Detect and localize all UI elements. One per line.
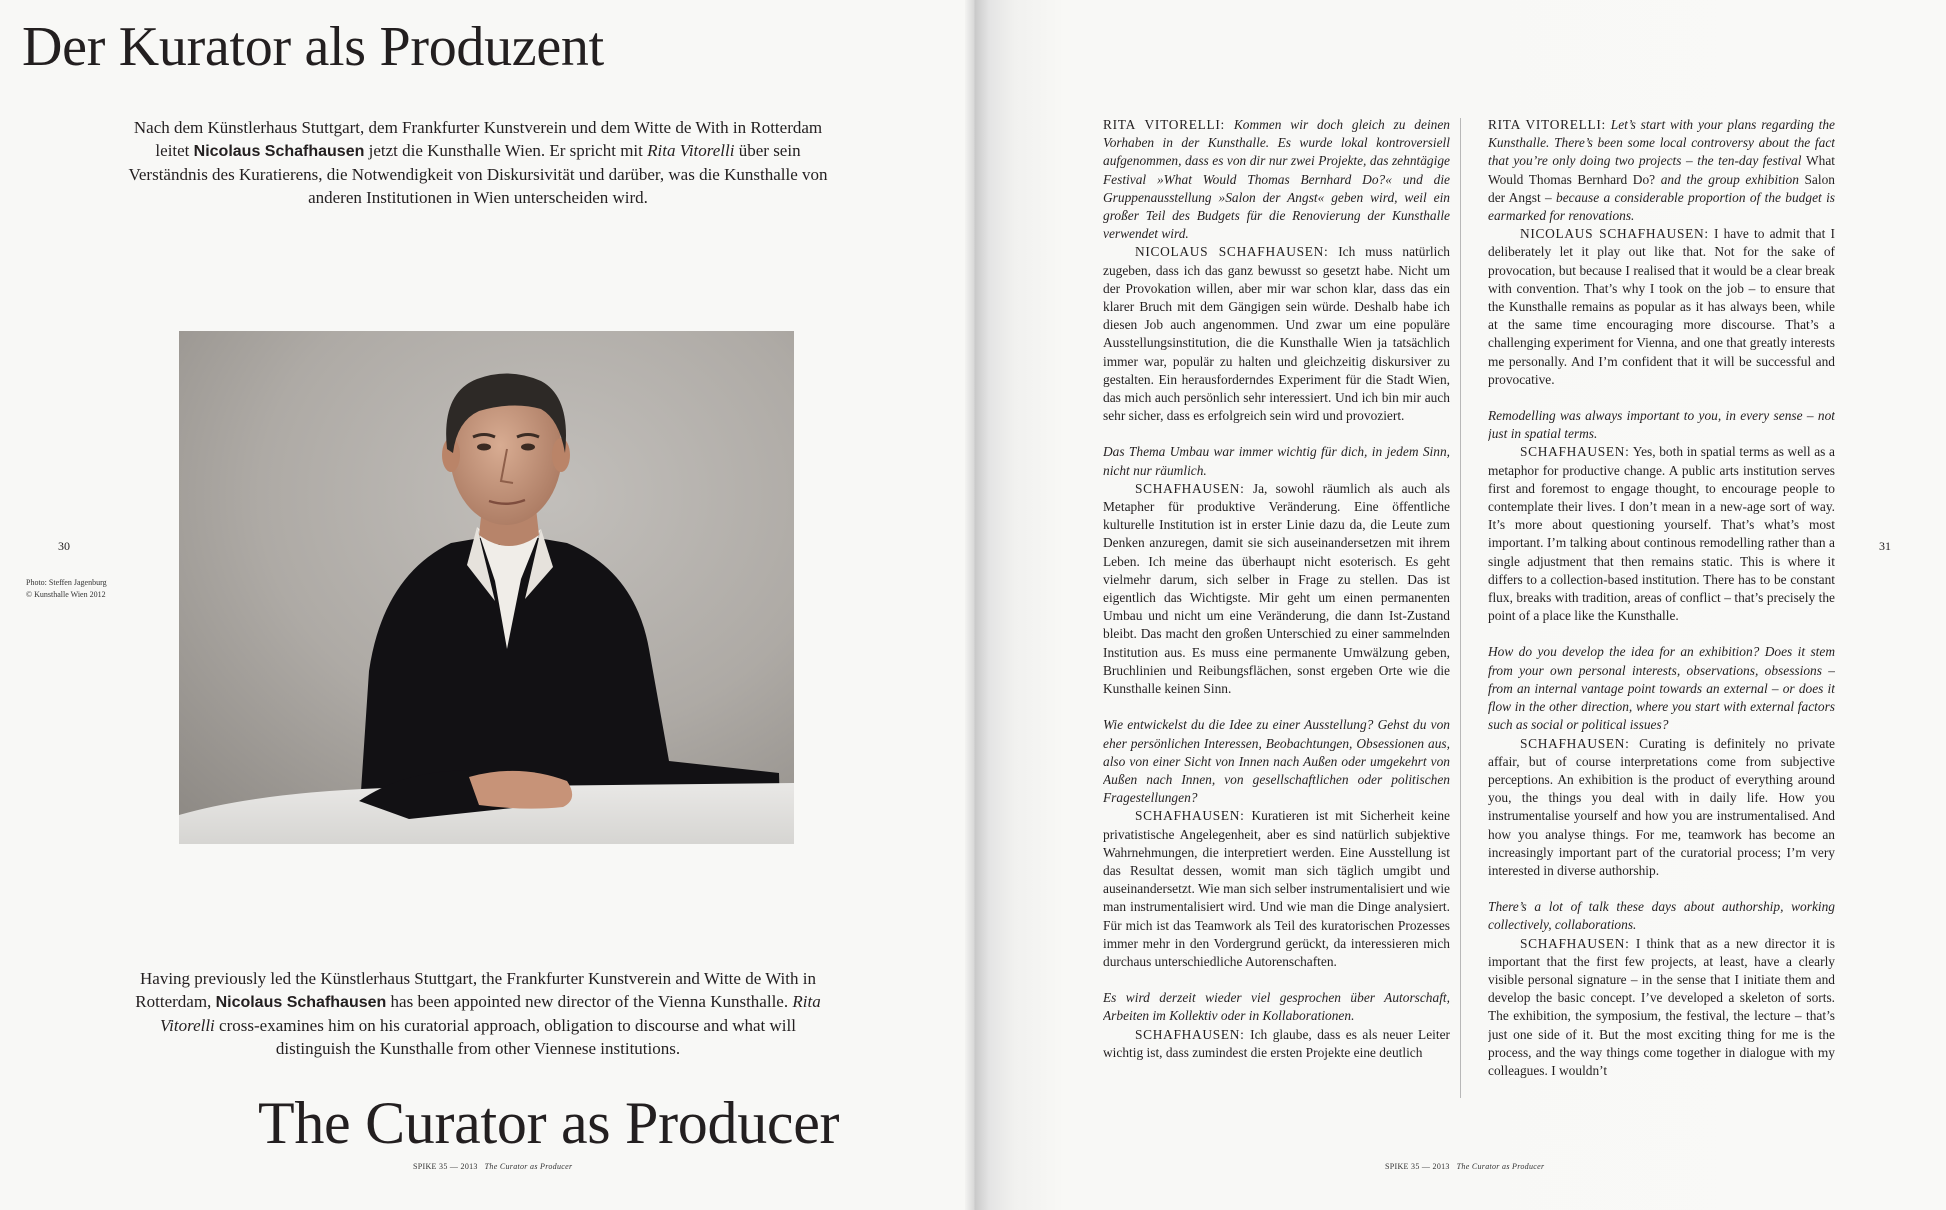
interview-paragraph	[1103, 807, 1450, 971]
german-intro	[128, 116, 828, 209]
interview-paragraph	[1103, 116, 1450, 243]
interview-question: Es wird derzeit wieder viel gesprochen über Autorschaft, Arbeiten im Kollektiv oder in Kollaborationen.	[1103, 990, 1450, 1024]
answer-text: I have to admit that I deliberately let it play out like that. Not for the sake of provocation, but because I realised that it would be a clear break with convention. That’s why I took on the job – to ensure that the Kunsthalle remains as popular as it has always been, while at the same time encouraging more discourse. That’s a challenging experiment for Vienna, and one that greatly interests me personally. And I’m confident that it will be successful and provocative.	[1488, 226, 1835, 387]
footer-title: The Curator as Producer	[484, 1162, 573, 1171]
intro-de-interviewer: Rita Vitorelli	[647, 141, 735, 160]
column-divider	[1460, 118, 1461, 1098]
german-interview-column	[1103, 116, 1450, 1101]
speaker-label: SCHAFHAUSEN:	[1520, 935, 1630, 951]
interview-paragraph	[1103, 480, 1450, 698]
interview-paragraph	[1103, 243, 1450, 425]
page-number-left: 30	[58, 539, 70, 553]
answer-text: Kuratieren ist mit Sicherheit keine privatistische Angelegenheit, aber es sind natürlich subjektive Wahrnehmungen, die interpretiert werden. Eine Ausstellung ist das Resultat dessen, womit man sich täglich umgibt und auseinandersetzt. Wie man sich selber instrumentalisiert und wie man instrumentalisiert wird. Und wie man die Dinge analysiert. Für mich ist das Teamwork als Teil des kuratorischen Prozesses immer mehr in den Vordergrund gerückt, da interessieren mich durchaus unterschiedliche Autorenschaften.	[1103, 808, 1450, 969]
interview-question: Remodelling was always important to you, in every sense – not just in spatial terms.	[1488, 408, 1835, 442]
answer-text: I think that as a new director it is important that the first few projects, at least, have a clearly visible personal signature – in the sense that I initiate them and develop the basic concept. I’ve developed a skeleton of sorts. The exhibition, the symposium, the festival, the lecture – that’s just one side of it. But the most exciting thing for me is the process, and the way things come together in dialogue with my colleagues. I wouldn’t	[1488, 935, 1835, 1078]
interview-paragraph	[1488, 443, 1835, 625]
question-text: and the group exhibition	[1655, 171, 1805, 187]
speaker-label: NICOLAUS SCHAFHAUSEN:	[1520, 226, 1709, 242]
speaker-label: RITA VITORELLI:	[1488, 117, 1606, 132]
interview-paragraph	[1103, 1026, 1450, 1062]
festival-title: What Would Thomas Bernhard Do?	[1488, 153, 1835, 187]
english-title: The Curator as Producer	[258, 1090, 840, 1156]
footer-issue: SPIKE 35 — 2013	[1385, 1162, 1450, 1171]
intro-en-interviewer: Rita Vitorelli	[160, 992, 821, 1035]
speaker-label: RITA VITORELLI:	[1103, 117, 1225, 132]
answer-text: Ich muss natürlich zugeben, dass ich das ganz bewusst so gesetzt habe. Nicht um der Provokation willen, aber mir war schon klar, dass das ein klarer Bruch mit dem Gängigen sein würde. Deshalb habe ich diesen Job auch angenommen. Und zwar um eine populäre Ausstellungsinstitution, die die Kunsthalle Wien ja tatsächlich immer war, populär zu halten und gleichzeitig diskursiver zu gestalten. Ein herausforderndes Experiment für die Stadt Wien, das mich auch persönlich sehr interessiert. Und ich bin mir auch sehr sicher, dass es erfolgreich sein wird und provoziert.	[1103, 244, 1450, 424]
interview-question: Wie entwickelst du die Idee zu einer Ausstellung? Gehst du von eher persönlichen Interessen, Beobachtungen, Obsessionen aus, also von einer Sicht von Innen nach Außen oder umgekehrt von Außen nach Innen, von gesellschaftlichen oder politischen Fragestellungen?	[1103, 717, 1450, 806]
footer-issue: SPIKE 35 — 2013	[413, 1162, 478, 1171]
footer-left	[413, 1162, 572, 1171]
intro-de-name: Nicolaus Schafhausen	[193, 143, 365, 160]
interview-paragraph	[1488, 935, 1835, 1081]
english-interview-column	[1488, 116, 1835, 1101]
speaker-label: SCHAFHAUSEN:	[1520, 444, 1630, 460]
answer-text: Curating is definitely no private affair, but of course interpretations come from subjective perceptions. An exhibition is the product of everything around you, the things you deal with in daily life. How you instrumentalise yourself and how you are instrumentalised. And how you analyse things. For me, teamwork has become an increasingly important part of the curatorial process; I’m very interested in diverse authorship.	[1488, 735, 1835, 878]
intro-de-text-2: jetzt die Kunsthalle Wien. Er spricht mit	[364, 141, 648, 160]
question-text: Let’s start with your plans regarding the Kunsthalle. There’s been some local controversy about the fact that you’re only doing two projects – the ten-day festival	[1488, 117, 1835, 169]
footer-title: The Curator as Producer	[1456, 1162, 1545, 1171]
english-intro	[128, 967, 828, 1060]
interview-paragraph	[1488, 225, 1835, 389]
interview-paragraph	[1488, 116, 1835, 225]
answer-text: Ja, sowohl räumlich als auch als Metapher für produktive Veränderung. Eine öffentliche kulturelle Institution ist in erster Linie dazu da, die Leute zum Denken anzuregen, damit sie sich auseinandersetzen mit ihrem Leben. Ich meine das überhaupt nicht esoterisch. Es geht vielmehr darum, sich selber in Frage zu stellen. Das ist eigentlich das Wichtigste. Mir geht um einen permanenten Umbau und nicht um eine Veränderung, die dann Ist-Zustand bleibt. Das macht den großen Unterschied zu einer sammelnden Institution aus. Es muss eine permanente Umwälzung geben, Bruchlinien und Reibungsflächen, sonst ergeben Orte wie die Kunsthalle keinen Sinn.	[1103, 480, 1450, 697]
speaker-label: SCHAFHAUSEN:	[1520, 735, 1630, 751]
page-number-right: 31	[1879, 539, 1891, 553]
exhibition-title: Salon der Angst	[1488, 171, 1835, 205]
question-text: Kommen wir doch gleich zu deinen Vorhaben in der Kunsthalle. Es wurde lokal kontroversiell aufgenommen, dass es von dir nur zwei Projekte, das zehntägige Festival »What Would Thomas Bernhard Do?« und die Gruppenausstellung »Salon der Angst« geben wird, weil ein großer Teil des Budgets für die Renovierung der Kunsthalle verwendet wird.	[1103, 117, 1450, 242]
interview-question: There’s a lot of talk these days about authorship, working collectively, collaborations.	[1488, 899, 1835, 933]
footer-right	[1385, 1162, 1544, 1171]
intro-en-text-2: has been appointed new director of the Vienna Kunsthalle.	[386, 992, 793, 1011]
interview-paragraph	[1488, 735, 1835, 881]
answer-text: Yes, both in spatial terms as well as a metaphor for productive change. A public arts institution serves first and foremost to engage thought, to encourage people to contemplate their lives. I don’t mean in a new-age sort of way. It’s more about questioning yourself. That’s what’s most important. I’m talking about continous remodelling rather than a single adjustment that then remains static. This is where it differs to a collection-based institution. There has to be constant flux, breaks with tradition, areas of conflict – that’s precisely the point of a place like the Kunsthalle.	[1488, 444, 1835, 624]
speaker-label: SCHAFHAUSEN:	[1135, 1026, 1245, 1042]
photo-credit-line: © Kunsthalle Wien 2012	[26, 590, 106, 599]
answer-text: Ich glaube, dass es als neuer Leiter wichtig ist, dass zumindest die ersten Projekte eine deutlich	[1103, 1026, 1450, 1060]
intro-en-name: Nicolaus Schafhausen	[215, 994, 387, 1011]
intro-en-text-1: Having previously led the Künstlerhaus Stuttgart, the Frankfurter Kunstverein and Witte de With in Rotterdam,	[135, 969, 816, 1011]
intro-de-text-3: über sein Verständnis des Kuratierens, die Notwendigkeit von Diskursivität und darüber, was die Kunsthalle von anderen Institutionen in Wien unterscheiden wird.	[128, 141, 828, 207]
speaker-label: SCHAFHAUSEN:	[1135, 480, 1245, 496]
photo-credit-line: Photo: Steffen Jagenburg	[26, 578, 107, 587]
speaker-label: NICOLAUS SCHAFHAUSEN:	[1135, 244, 1329, 260]
question-text: – because a considerable proportion of the budget is earmarked for renovations.	[1488, 189, 1835, 224]
portrait-photo	[179, 331, 794, 844]
photo-credit	[26, 577, 107, 601]
intro-de-text-1: Nach dem Künstlerhaus Stuttgart, dem Frankfurter Kunstverein und dem Witte de With in Rotterdam leitet	[133, 118, 823, 160]
interview-question: Das Thema Umbau war immer wichtig für dich, in jedem Sinn, nicht nur räumlich.	[1103, 444, 1450, 478]
german-title: Der Kurator als Produzent	[22, 16, 604, 78]
intro-en-text-3: cross-examines him on his curatorial approach, obligation to discourse and what will distinguish the Kunsthalle from other Viennese institutions.	[214, 1016, 796, 1058]
speaker-label: SCHAFHAUSEN:	[1135, 808, 1245, 824]
interview-question: How do you develop the idea for an exhibition? Does it stem from your own personal interests, observations, obsessions – from an internal vantage point towards an external – or does it flow in the other direction, where you start with external factors such as social or political issues?	[1488, 644, 1835, 733]
